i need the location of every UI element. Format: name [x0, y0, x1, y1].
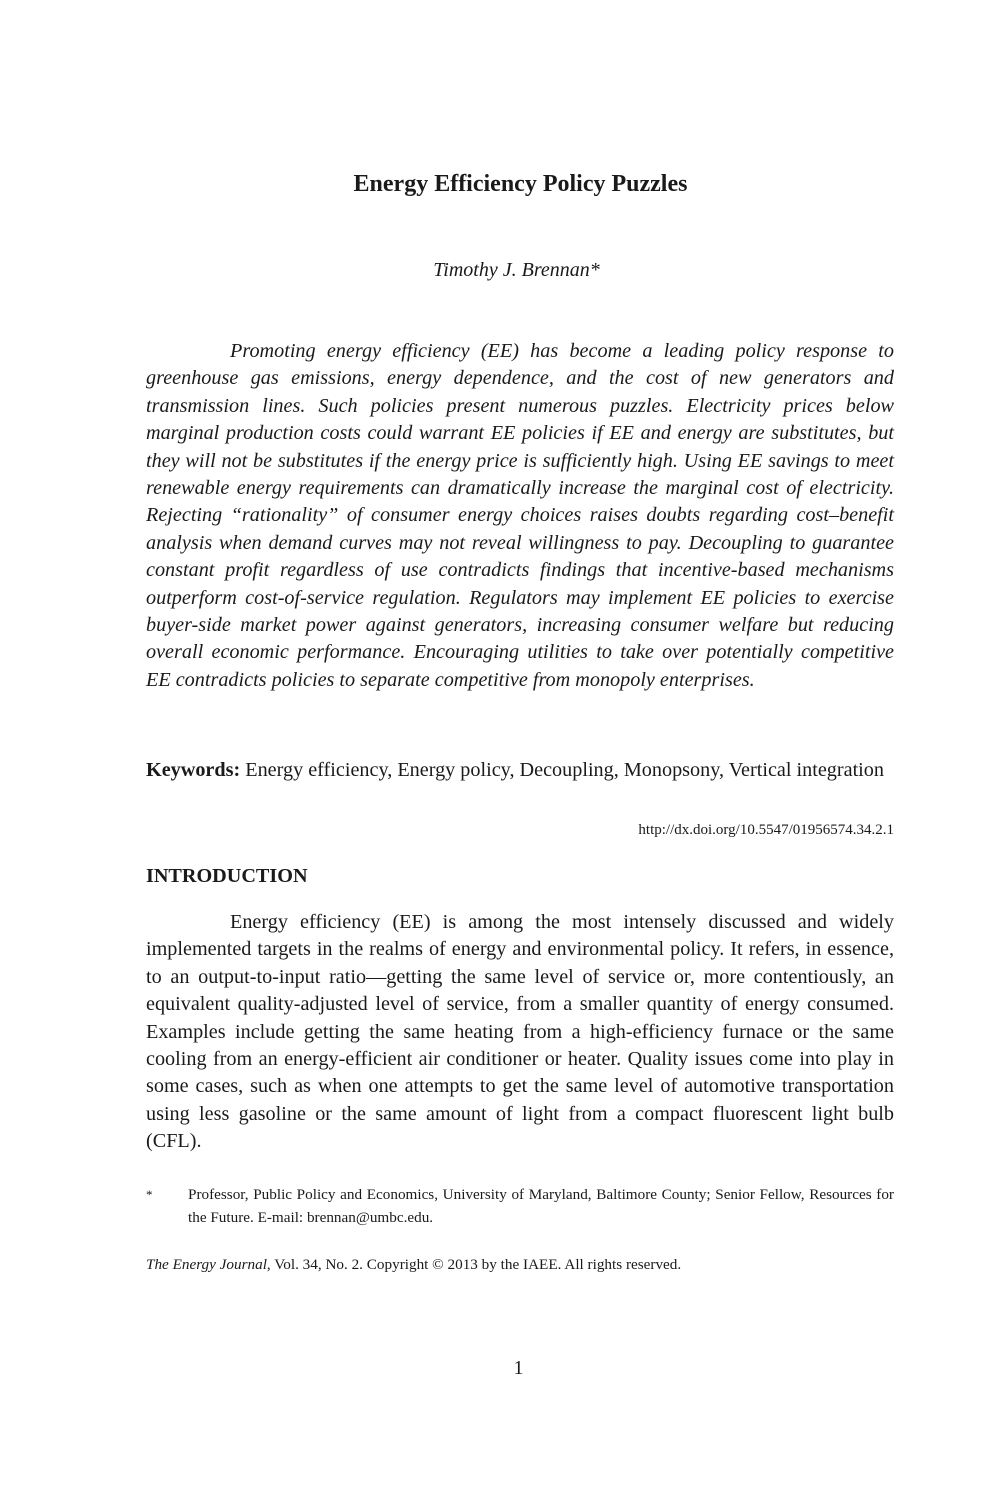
- author-name: Timothy J. Brennan*: [433, 259, 600, 281]
- author-footnote: [146, 1183, 894, 1229]
- keywords-label: Keywords:: [146, 759, 241, 781]
- paper-title: Energy Efficiency Policy Puzzles: [353, 171, 688, 197]
- keywords-text: Energy efficiency, Energy policy, Decoupling, Monopsony, Vertical integration: [240, 759, 884, 781]
- footnote-mark: *: [146, 1187, 153, 1202]
- journal-name: The Energy Journal: [146, 1256, 267, 1273]
- introduction-paragraph: Energy efficiency (EE) is among the most intensely discussed and widely implemented targets in the realms of energy and environmental policy. It refers, in essence, to an output-to-input ratio—getting the same level of service or, more contentiously, an equivalent quality-adjusted level of service, from a smaller quantity of energy consumed. Examples include getting the same heating from a high-efficiency furnace or the same cooling from an energy-efficient air conditioner or heater. Quality issues come into play in some cases, such as when one attempts to get the same level of automotive transportation using less gasoline or the same amount of light from a compact fluorescent light bulb (CFL).: [146, 911, 894, 1153]
- keywords: [146, 757, 894, 784]
- section-heading-introduction: INTRODUCTION: [146, 865, 308, 887]
- page-number: 1: [513, 1357, 524, 1379]
- doi-link[interactable]: http://dx.doi.org/10.5547/01956574.34.2.1: [638, 822, 894, 838]
- journal-details: , Vol. 34, No. 2. Copyright © 2013 by the IAEE. All rights reserved.: [266, 1256, 682, 1273]
- abstract: Promoting energy efficiency (EE) has become a leading policy response to greenhouse gas emissions, energy dependence, and the cost of new generators and transmission lines. Such policies present numerous puzzles. Electricity prices below marginal production costs could warrant EE policies if EE and energy are substitutes, but they will not be substitutes if the energy price is sufficiently high. Using EE savings to meet renewable energy requirements can dramatically increase the marginal cost of electricity. Rejecting “rationality” of consumer energy choices raises doubts regarding cost–benefit analysis when demand curves may not reveal willingness to pay. Decoupling to guarantee constant profit regardless of use contradicts findings that incentive-based mechanisms outperform cost-of-service regulation. Regulators may implement EE policies to exercise buyer-side market power against generators, increasing consumer welfare but reducing overall economic performance. Encouraging utilities to take over potentially competitive EE contradicts policies to separate competitive from monopoly enterprises.: [146, 340, 894, 691]
- journal-citation: [146, 1253, 894, 1276]
- footnote-text: Professor, Public Policy and Economics, University of Maryland, Baltimore County; Senior Fellow, Resources for the Future. E-mail: brennan@umbc.edu.: [188, 1186, 894, 1226]
